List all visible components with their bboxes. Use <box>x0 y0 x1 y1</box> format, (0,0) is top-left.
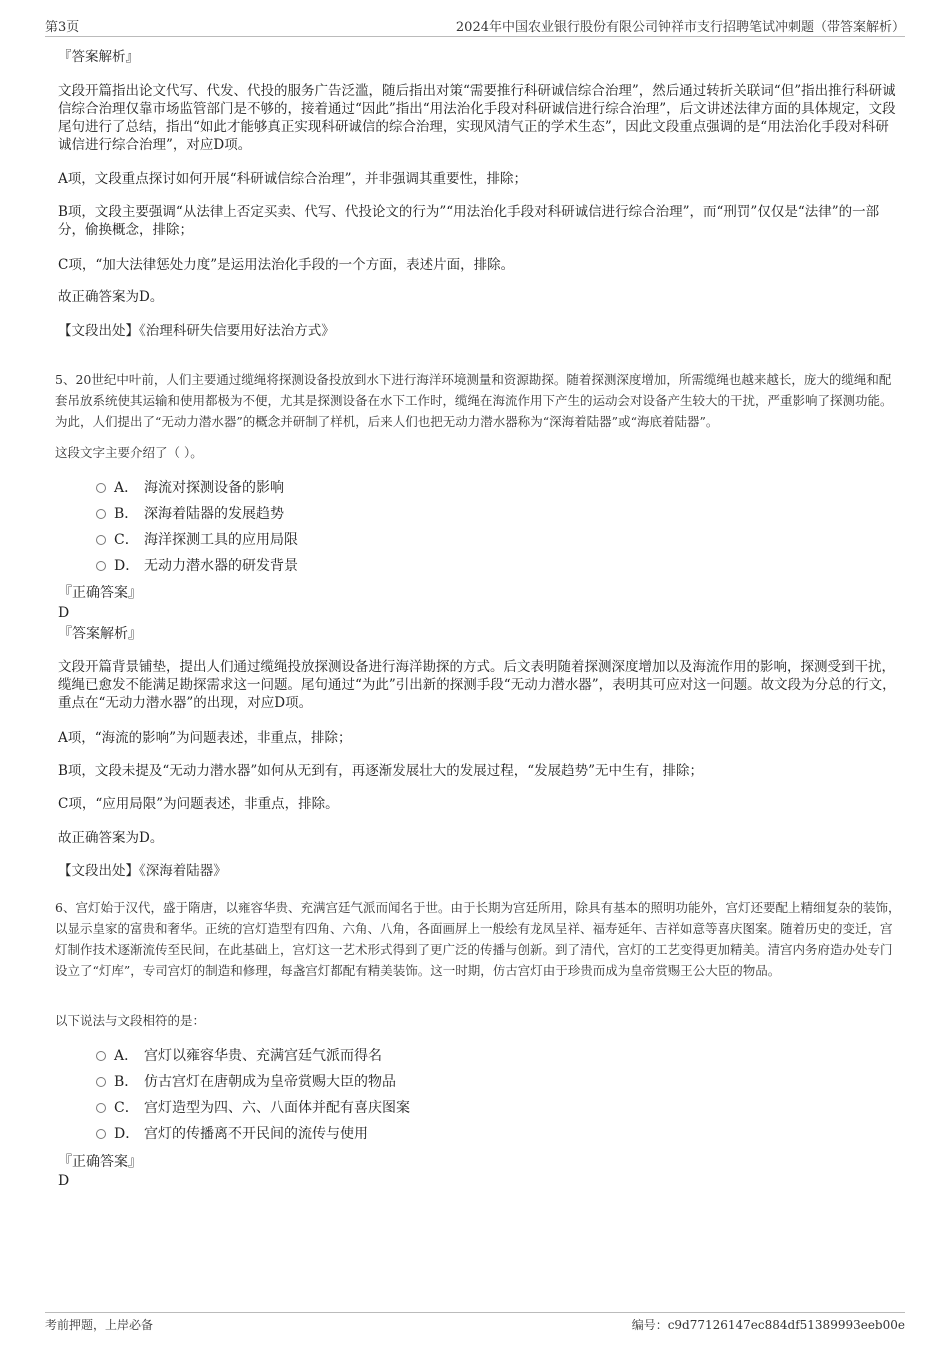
analysis-paragraph: 文段开篇指出论文代写、代发、代投的服务广告泛滥，随后指出对策“需要推行科研诚信综合治理”，然后通过转折关联词“但”指出推行科研诚信综合治理仅靠市场监管部门是不够的，接着通过“因此”指出“用法治化手段对科研诚信进行综合治理”，后文讲述法律方面的具体规定，文段尾句进行了总结，指出“如此才能够真正实现科研诚信的综合治理，实现风清气正的学术生态”，因此文段重点强调的是“用法治化手段对科研诚信进行综合治理”，对应D项。 <box>58 83 896 153</box>
analysis-label: 『答案解析』 <box>58 49 139 65</box>
question-6-option-c[interactable]: C． 宫灯造型为四、六、八面体并配有喜庆图案 <box>96 1098 410 1118</box>
source: 【文段出处】《深海着陆器》 <box>58 863 227 879</box>
radio-icon[interactable] <box>96 1103 106 1113</box>
document-title: 2024年中国农业银行股份有限公司钟祥市支行招聘笔试冲刺题（带答案解析） <box>455 20 905 35</box>
question-5-prompt: 这段文字主要介绍了（ ）。 <box>55 445 203 460</box>
page-number: 第3页 <box>45 20 80 35</box>
document-id: 编号：c9d77126147ec884df51389993eeb00e <box>631 1318 905 1332</box>
analysis-option-b: B项，文段未提及“无动力潜水器”如何从无到有，再逐渐发展壮大的发展过程，“发展趋势”无中生有，排除； <box>58 763 704 779</box>
radio-icon[interactable] <box>96 1077 106 1087</box>
analysis-option-b: B项，文段主要强调“从法律上否定买卖、代写、代投论文的行为”“用法治化手段对科研诚信进行综合治理”，而“刑罚”仅仅是“法律”的一部分，偷换概念，排除； <box>58 204 880 238</box>
question-6-option-d[interactable]: D． 宫灯的传播离不开民间的流传与使用 <box>96 1124 368 1144</box>
question-5-text: 5、20世纪中叶前，人们主要通过缆绳将探测设备投放到水下进行海洋环境测量和资源勘探。随着探测深度增加，所需缆绳也越来越长，庞大的缆绳和配套吊放系统使其运输和使用都极为不便，尤其是探测设备在水下工作时，缆绳在海流作用下产生的运动会对设备产生较大的干扰，严重影响了探测功能。为此，人们提出了“无动力潜水器”的概念并研制了样机，后来人们也把无动力潜水器称为“深海着陆器”或“海底着陆器”。 <box>55 372 893 429</box>
question-6-text: 6、宫灯始于汉代，盛于隋唐，以雍容华贵、充满宫廷气派而闻名于世。由于长期为宫廷所用，除具有基本的照明功能外，宫灯还要配上精细复杂的装饰，以显示皇家的富贵和奢华。正统的宫灯造型有四角、六角、八角，各面画屏上一般绘有龙凤呈祥、福寿延年、吉祥如意等喜庆图案。随着历史的变迁，宫灯制作技术逐渐流传至民间，在此基础上，宫灯这一艺术形式得到了更广泛的传播与创新。到了清代，宫灯的工艺变得更加精美。清宫内务府造办处专门设立了“灯库”，专司宫灯的制造和修理，每盏宫灯都配有精美装饰。这一时期，仿古宫灯由于珍贵而成为皇帝赏赐王公大臣的物品。 <box>55 900 901 978</box>
conclusion: 故正确答案为D。 <box>58 289 164 305</box>
page-footer <box>45 1312 905 1335</box>
analysis-option-c: C项，“加大法律惩处力度”是运用法治化手段的一个方面，表述片面，排除。 <box>58 257 515 273</box>
radio-icon[interactable] <box>96 1129 106 1139</box>
question-6-prompt: 以下说法与文段相符的是： <box>55 1013 206 1028</box>
question-5-option-a[interactable]: A． 海流对探测设备的影响 <box>96 478 284 498</box>
answer-label: 『正确答案』 <box>58 585 142 601</box>
footer-slogan: 考前押题，上岸必备 <box>45 1318 154 1332</box>
question-5-option-d[interactable]: D． 无动力潜水器的研发背景 <box>96 556 298 576</box>
answer-label: 『正确答案』 <box>58 1154 142 1170</box>
radio-icon[interactable] <box>96 483 106 493</box>
answer-value: D <box>58 1173 70 1189</box>
analysis-option-a: A项，“海流的影响”为问题表述，非重点，排除； <box>58 730 352 746</box>
radio-icon[interactable] <box>96 1051 106 1061</box>
question-6-option-a[interactable]: A． 宫灯以雍容华贵、充满宫廷气派而得名 <box>96 1046 382 1066</box>
conclusion: 故正确答案为D。 <box>58 830 164 846</box>
source: 【文段出处】《治理科研失信要用好法治方式》 <box>58 323 335 339</box>
radio-icon[interactable] <box>96 509 106 519</box>
question-5-option-c[interactable]: C． 海洋探测工具的应用局限 <box>96 530 298 550</box>
page-header <box>45 14 905 37</box>
answer-value: D <box>58 605 70 621</box>
analysis-option-c: C项，“应用局限”为问题表述，非重点，排除。 <box>58 796 339 812</box>
analysis-paragraph: 文段开篇背景铺垫，提出人们通过缆绳投放探测设备进行海洋勘探的方式。后文表明随着探测深度增加以及海流作用的影响，探测受到干扰，缆绳已愈发不能满足勘探需求这一问题。尾句通过“为此”引出新的探测手段“无动力潜水器”，表明其可应对这一问题。故文段为分总的行文，重点在“无动力潜水器”的出现，对应D项。 <box>58 659 896 711</box>
analysis-label: 『答案解析』 <box>58 626 142 642</box>
question-5-option-b[interactable]: B． 深海着陆器的发展趋势 <box>96 504 284 524</box>
radio-icon[interactable] <box>96 535 106 545</box>
analysis-option-a: A项，文段重点探讨如何开展“科研诚信综合治理”，并非强调其重要性，排除； <box>58 171 528 187</box>
radio-icon[interactable] <box>96 561 106 571</box>
question-6-option-b[interactable]: B． 仿古宫灯在唐朝成为皇帝赏赐大臣的物品 <box>96 1072 396 1092</box>
